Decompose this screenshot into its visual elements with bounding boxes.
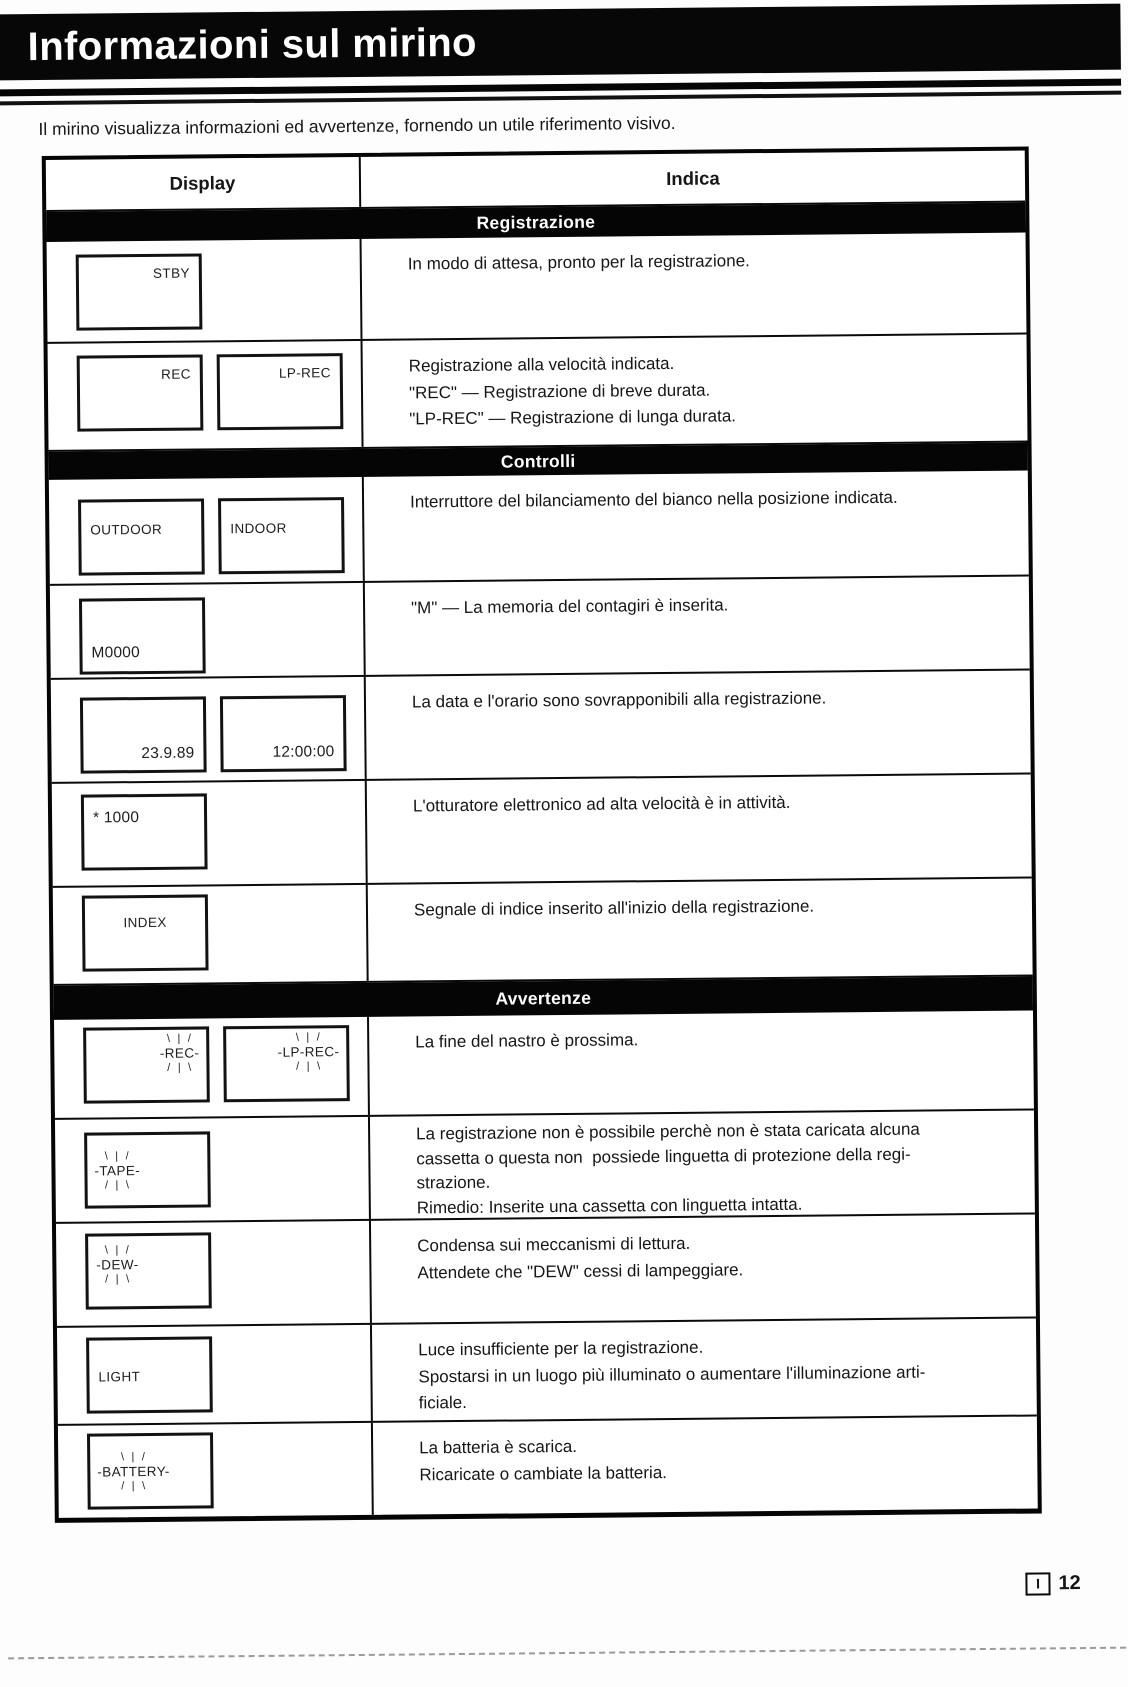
description-line: "M" — La memoria del contagiri è inserita. (410, 595, 729, 618)
table-row (47, 233, 1027, 344)
description-line: La data e l'orario sono sovrapponibili alla registrazione. (411, 688, 827, 712)
description-cell (362, 233, 1027, 339)
display-label: M0000 (91, 644, 140, 662)
display-cell (52, 781, 368, 886)
description-line: Condensa sui meccanismi di lettura. (417, 1233, 691, 1256)
table-row (57, 1318, 1037, 1425)
display-label: OUTDOOR (90, 521, 163, 538)
description-line: "LP-REC" — Registrazione di lunga durata. (409, 406, 737, 429)
table-row (58, 1416, 1038, 1517)
display-box (218, 497, 345, 574)
display-label: LP-REC (278, 365, 331, 381)
description-line: La registrazione non è possibile perchè non è stata caricata alcuna (416, 1119, 920, 1144)
table-row (53, 879, 1033, 986)
description-line: Segnale di indice inserito all'inizio della registrazione. (413, 896, 815, 920)
display-box (82, 894, 209, 971)
column-header-display: Display (46, 157, 361, 210)
description-cell (363, 335, 1028, 447)
display-box (81, 793, 208, 870)
display-cell (53, 885, 369, 984)
description-line: Luce insufficiente per la registrazione. (418, 1337, 704, 1360)
section-title: Controlli (500, 450, 576, 472)
description-cell (373, 1416, 1038, 1514)
column-header-indica: Indica (666, 167, 720, 189)
display-box (86, 1336, 213, 1413)
viewfinder-info-table (42, 147, 1042, 1523)
display-cell (49, 477, 365, 584)
display-cell (55, 1117, 371, 1222)
description-line: Spostarsi in un luogo più illuminato o aumentare l'illuminazione arti- (418, 1362, 926, 1386)
description-cell (366, 671, 1031, 779)
blinking-display-label: \ | / -TAPE- / | \ (94, 1163, 140, 1178)
description-line: Rimedio: Inserite una cassetta con linguetta intatta. (416, 1194, 803, 1217)
display-box (76, 253, 203, 330)
page-title-bar (0, 4, 1121, 81)
display-cell (50, 583, 366, 678)
page-title: Informazioni sul mirino (27, 20, 478, 69)
display-label: * 1000 (92, 809, 140, 827)
description-line: cassetta o questa non possiede linguetta di protezione della regi- (416, 1144, 911, 1168)
table-row (49, 471, 1029, 586)
description-line: ficiale. (418, 1392, 467, 1413)
table-row (55, 1111, 1035, 1224)
display-box (220, 695, 347, 772)
display-label: INDOOR (230, 520, 287, 537)
description-line: Interruttore del bilanciamento del bianco nella posizione indicata. (409, 487, 898, 512)
display-cell (56, 1221, 372, 1326)
blinking-display-label: \ | / -DEW- / | \ (96, 1257, 138, 1272)
blinking-display-label: \ | / -BATTERY- / | \ (97, 1464, 170, 1480)
display-cell (57, 1325, 373, 1424)
display-cell (54, 1017, 370, 1118)
description-cell (365, 577, 1030, 675)
page-footer (1025, 1572, 1080, 1596)
display-box (77, 354, 204, 431)
display-box (78, 498, 205, 575)
display-label: INDEX (123, 914, 167, 931)
blinking-display-label: \ | / -LP-REC- / | \ (278, 1044, 340, 1060)
description-line: Ricaricate o cambiate la batteria. (419, 1462, 668, 1484)
display-label: 12:00:00 (272, 743, 335, 761)
table-row (50, 577, 1030, 680)
description-cell (372, 1318, 1037, 1420)
description-cell (367, 775, 1032, 883)
display-box (217, 353, 344, 430)
scan-edge-line (8, 1647, 1128, 1660)
display-box (80, 696, 207, 773)
display-cell (48, 341, 364, 450)
display-label: 23.9.89 (141, 744, 195, 763)
display-box (223, 1025, 350, 1102)
table-row (48, 335, 1028, 452)
description-cell (371, 1214, 1036, 1322)
description-cell (364, 471, 1029, 581)
table-row (56, 1214, 1036, 1327)
blinking-display-label: \ | / -REC- / | \ (160, 1046, 200, 1061)
table-row (54, 1011, 1034, 1120)
display-cell (58, 1423, 374, 1518)
description-line: strazione. (416, 1172, 491, 1193)
description-line: L'otturatore elettronico ad alta velocità è in attività. (412, 792, 791, 816)
display-cell (51, 677, 367, 782)
description-cell (370, 1111, 1035, 1219)
display-box (83, 1026, 210, 1103)
display-label: LIGHT (98, 1369, 141, 1385)
table-row (51, 671, 1031, 784)
description-line: La fine del nastro è prossima. (415, 1030, 639, 1052)
description-line: In modo di attesa, pronto per la registrazione. (407, 251, 750, 274)
description-line: La batteria è scarica. (419, 1436, 578, 1458)
description-cell (368, 879, 1033, 981)
display-box (85, 1232, 212, 1309)
display-box (84, 1131, 211, 1208)
description-cell (369, 1011, 1034, 1115)
section-title: Registrazione (476, 211, 596, 233)
language-marker-box: I (1025, 1572, 1050, 1595)
display-cell (47, 239, 363, 342)
display-label: STBY (152, 265, 190, 281)
description-line: Attendete che "DEW" cessi di lampeggiare. (417, 1259, 744, 1282)
display-label: REC (161, 366, 191, 382)
intro-text: Il mirino visualizza informazioni ed avvertenze, fornendo un utile riferimento visivo. (38, 112, 676, 140)
section-title: Avvertenze (495, 987, 592, 1009)
display-box (87, 1432, 214, 1509)
display-box (79, 597, 206, 674)
description-line: Registrazione alla velocità indicata. (408, 353, 675, 376)
table-row (52, 775, 1032, 888)
description-line: "REC" — Registrazione di breve durata. (408, 380, 711, 402)
table-header-row (46, 151, 1025, 212)
page-number: 12 (1058, 1572, 1081, 1595)
